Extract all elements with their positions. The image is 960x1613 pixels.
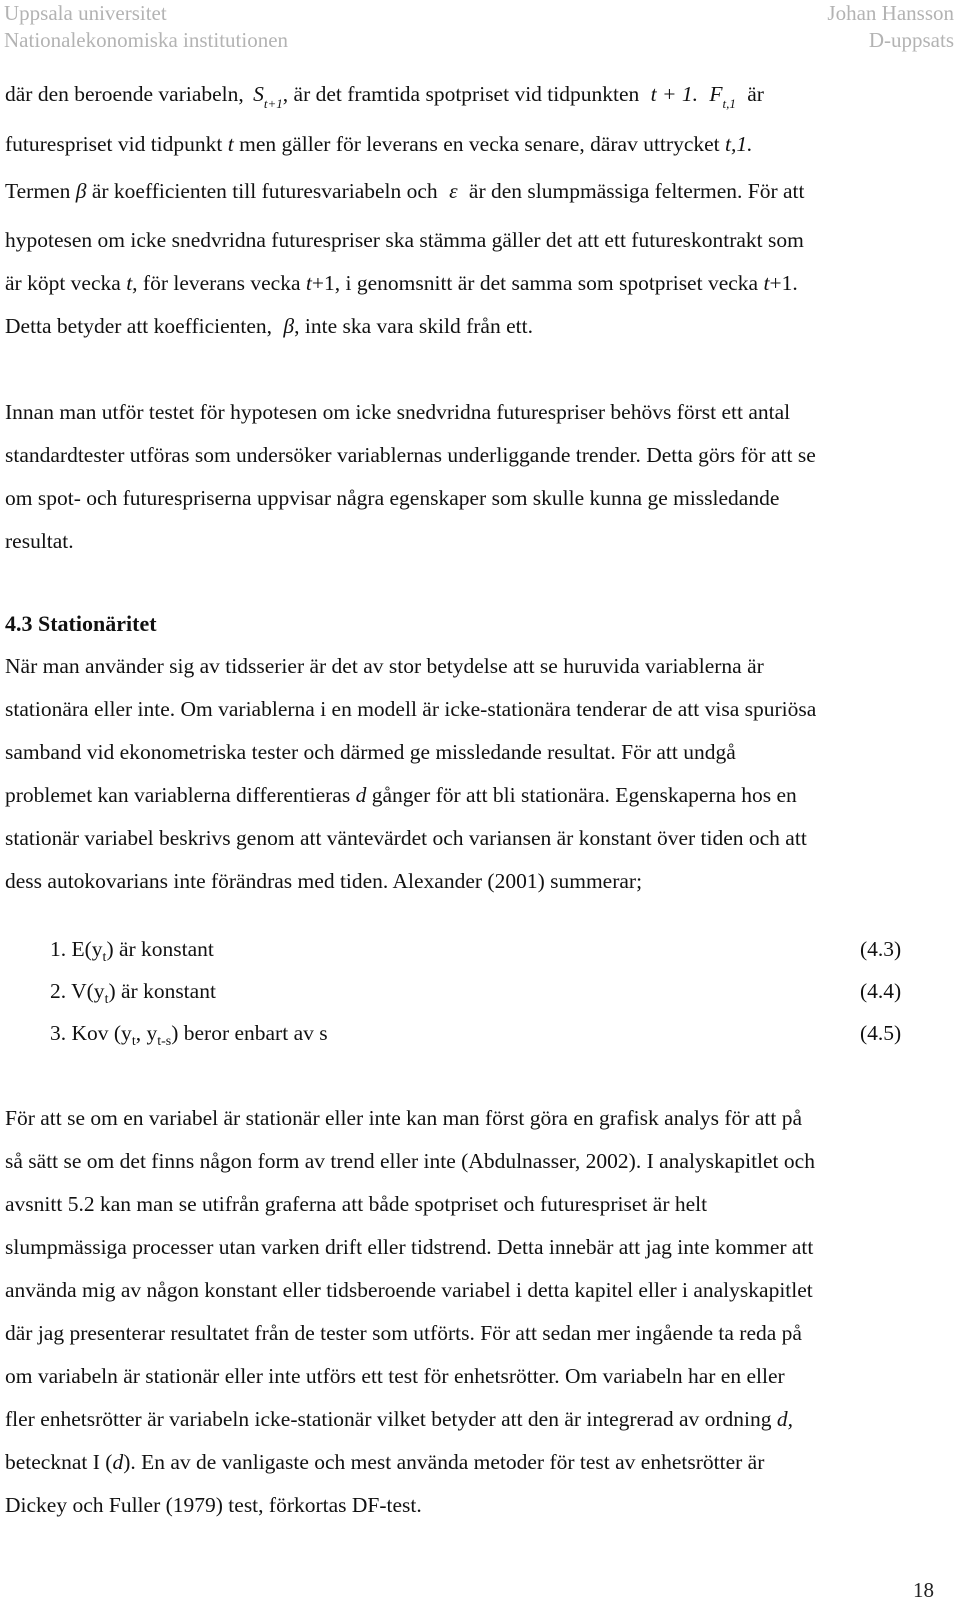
paragraph-4-line-3: avsnitt 5.2 kan man se utifrån graferna att både spotpriset och futurespriset är helt [5,1192,708,1216]
expression-t-plus-1: t + 1. [650,82,698,106]
paragraph-4-line-9: betecknat I (d). En av de vanligaste och mest använda metoder för test av enhetsrötter är [5,1450,765,1474]
paragraph-4-line-1: För att se om en variabel är stationär eller inte kan man först göra en grafisk analys för att på [5,1106,803,1130]
equation-number-4-4: (4.4) [860,979,902,1003]
paragraph-3-line-2: stationära eller inte. Om variablerna i en modell är icke-stationära tenderar de att visa spuriösa [5,697,817,721]
running-header-right [827,0,954,54]
variable-f: F [709,82,723,106]
condition-3: 3. Kov ($y_t$, $y_{t-s}$) beror enbart av s [50,1021,328,1049]
paragraph-3-line-1: När man använder sig av tidsserier är det av stor betydelse att se huruvida variablerna är [5,654,764,678]
section-heading: 4.3 Stationäritet [5,611,157,636]
header-university: Uppsala universitet [4,1,167,25]
condition-2: 2. $V(y_t)$ är konstant [50,979,216,1007]
paragraph-4-line-2: så sätt se om det finns någon form av trend eller inte (Abdulnasser, 2002). I analyskapitlet och [5,1149,815,1173]
paragraph-1-line-3: Termen β är koefficienten till futuresvariabeln och ε är den slumpmässiga feltermen. För att [5,179,805,203]
paragraph-2-line-2: standardtester utföras som undersöker variablernas underliggande trender. Detta görs för att se [5,443,816,467]
header-author: Johan Hansson [827,1,954,25]
paragraph-4-line-7: om variabeln är stationär eller inte utförs ett test för enhetsrötter. Om variabeln har en eller [5,1364,785,1388]
paragraph-3-line-6: dess autokovarians inte förändras med tiden. Alexander (2001) summerar; [5,869,643,893]
condition-1: 1. $E(y_t)$ är konstant [50,937,214,965]
paragraph-4-line-10: Dickey och Fuller (1979) test, förkortas DF-test. [5,1493,422,1517]
beta-symbol: β [283,314,295,338]
paragraph-1-line-5: är köpt vecka t, för leverans vecka t+1, i genomsnitt är det samma som spotpriset vecka t+1. [5,271,798,295]
paragraph-1-line-2: futurespriset vid tidpunkt t men gäller för leverans en vecka senare, därav uttrycket t,1. [5,132,753,156]
paragraph-3-line-5: stationär variabel beskrivs genom att väntevärdet och variansen är konstant över tiden och att [5,826,807,850]
paragraph-1-line-4: hypotesen om icke snedvridna futurespriser ska stämma gäller det att ett futureskontrakt som [5,228,804,252]
paragraph-2-line-3: om spot- och futurespriserna uppvisar några egenskaper som skulle kunna ge missledande [5,486,780,510]
epsilon-symbol: ε [449,179,458,203]
page-number: 18 [913,1578,934,1602]
beta-symbol: β [75,179,87,203]
paragraph-1-line-6: Detta betyder att koefficienten, β, inte ska vara skild från ett. [5,314,533,338]
running-header-left [4,0,288,54]
header-department: Nationalekonomiska institutionen [4,28,289,52]
paragraph-1-line-1: där den beroende variabeln, $S_{t+1}$, är det framtida spotpriset vid tidpunkten t + 1. $F_{t,1}$ är [5,82,764,111]
paragraph-4-line-6: där jag presenterar resultatet från de tester som utförts. För att sedan mer ingående ta reda på [5,1321,802,1345]
paragraph-2-line-4: resultat. [5,529,74,553]
paragraph-4-line-8: fler enhetsrötter är variabeln icke-stationär vilket betyder att den är integrerad av ordning d, [5,1407,793,1431]
paragraph-3-line-4: problemet kan variablerna differentieras d gånger för att bli stationära. Egenskaperna hos en [5,783,797,807]
paragraph-4-line-4: slumpmässiga processer utan varken drift eller tidstrend. Detta innebär att jag inte kommer att [5,1235,814,1259]
header-thesis-type: D-uppsats [868,28,954,52]
equation-number-4-3: (4.3) [860,937,902,961]
variable-s: S [253,82,264,106]
equation-number-4-5: (4.5) [860,1021,902,1045]
paragraph-4-line-5: använda mig av någon konstant eller tidsberoende variabel i detta kapitel eller i analyskapitlet [5,1278,813,1302]
paragraph-2-line-1: Innan man utför testet för hypotesen om icke snedvridna futurespriser behövs först ett antal [5,400,791,424]
paragraph-3-line-3: samband vid ekonometriska tester och därmed ge missledande resultat. För att undgå [5,740,736,764]
